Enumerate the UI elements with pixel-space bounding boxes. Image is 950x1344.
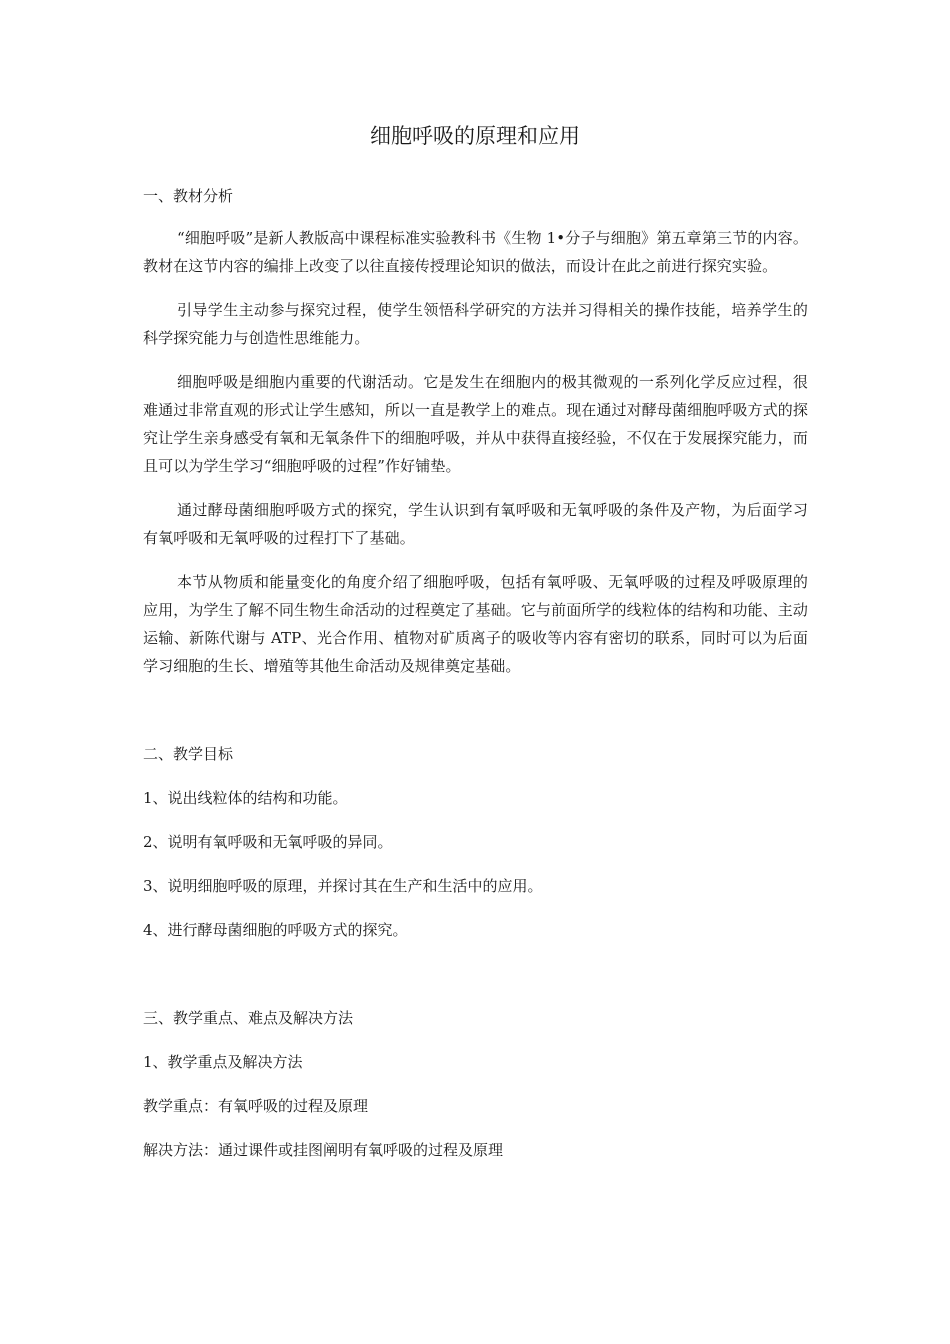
- list-item: 3、说明细胞呼吸的原理，并探讨其在生产和生活中的应用。: [143, 877, 543, 895]
- paragraph: 通过酵母菌细胞呼吸方式的探究，学生认识到有氧呼吸和无氧呼吸的条件及产物，为后面学习有氧呼吸和无氧呼吸的过程打下了基础。: [143, 501, 808, 547]
- document-body: [143, 182, 808, 1164]
- subheading: 1、教学重点及解决方法: [143, 1053, 303, 1071]
- paragraph: 本节从物质和能量变化的角度介绍了细胞呼吸，包括有氧呼吸、无氧呼吸的过程及呼吸原理的应用，为学生了解不同生物生命活动的过程奠定了基础。它与前面所学的线粒体的结构和功能、主动运输、新陈代谢与 ATP、光合作用、植物对矿质离子的吸收等内容有密切的联系，同时可以为后面学习细胞的生长、增殖等其他生命活动及规律奠定基础。: [143, 573, 808, 675]
- paragraph: 引导学生主动参与探究过程，使学生领悟科学研究的方法并习得相关的操作技能，培养学生的科学探究能力与创造性思维能力。: [143, 301, 808, 347]
- key-point-text: 教学重点：有氧呼吸的过程及原理: [143, 1097, 369, 1115]
- paragraph: 细胞呼吸是细胞内重要的代谢活动。它是发生在细胞内的极其微观的一系列化学反应过程，很难通过非常直观的形式让学生感知，所以一直是教学上的难点。现在通过对酵母菌细胞呼吸方式的探究让学生亲身感受有氧和无氧条件下的细胞呼吸，并从中获得直接经验，不仅在于发展探究能力，而且可以为学生学习“细胞呼吸的过程”作好铺垫。: [143, 373, 808, 475]
- list-item: 4、进行酵母菌细胞的呼吸方式的探究。: [143, 921, 408, 939]
- section-heading-key-points: 三、教学重点、难点及解决方法: [143, 1009, 354, 1027]
- list-item: 1、说出线粒体的结构和功能。: [143, 789, 348, 807]
- list-item: 2、说明有氧呼吸和无氧呼吸的异同。: [143, 833, 393, 851]
- section-heading-textbook-analysis: 一、教材分析: [143, 187, 234, 205]
- solution-text: 解决方法：通过课件或挂图阐明有氧呼吸的过程及原理: [143, 1141, 504, 1159]
- paragraph: “细胞呼吸”是新人教版高中课程标准实验教科书《生物 1•分子与细胞》第五章第三节的内容。教材在这节内容的编排上改变了以往直接传授理论知识的做法，而设计在此之前进行探究实验。: [143, 229, 808, 275]
- section-heading-teaching-goals: 二、教学目标: [143, 745, 234, 763]
- document-title: 细胞呼吸的原理和应用: [370, 124, 580, 148]
